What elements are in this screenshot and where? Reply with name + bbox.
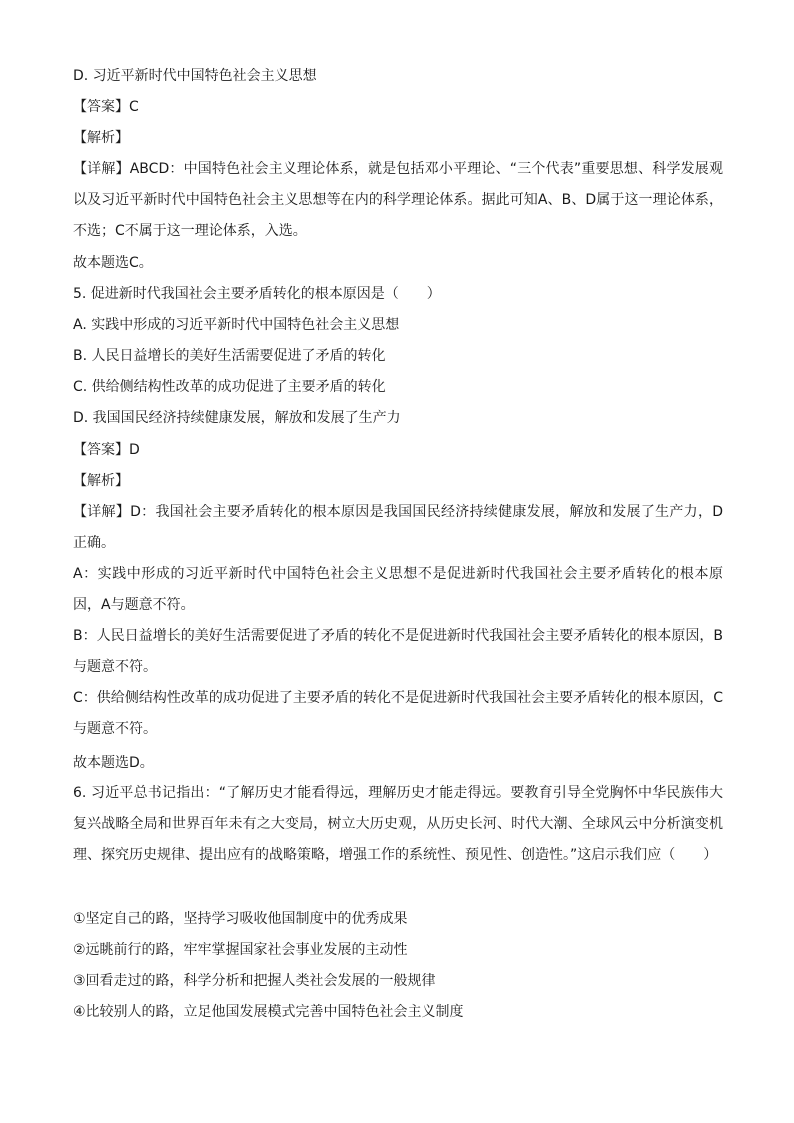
question-5-option-b: B. 人民日益增长的美好生活需要促进了矛盾的转化 [73,348,386,364]
conclusion-text: 故本题选C。 [73,255,153,271]
question-5-option-a: A. 实践中形成的习近平新时代中国特色社会主义思想 [73,317,400,333]
question-5-option-c: C. 供给侧结构性改革的成功促进了主要矛盾的转化 [73,379,386,395]
explanation-paragraph: C：供给侧结构性改革的成功促进了主要矛盾的转化不是促进新时代我国社会主要矛盾转化的根本原因，C与题意不符。 [73,690,723,737]
explanation-paragraph: 【详解】ABCD：中国特色社会主义理论体系，就是包括邓小平理论、“三个代表”重要思想、科学发展观以及习近平新时代中国特色社会主义思想等在内的科学理论体系。据此可知A、B、D属于这一理论体系，不选；C不属于这一理论体系，入选。 [73,161,723,239]
answer-label: 【答案】D [73,442,140,458]
option-d-prev: D. 习近平新时代中国特色社会主义思想 [73,68,317,84]
question-5-stem: 5. 促进新时代我国社会主要矛盾转化的根本原因是（ ） [73,286,441,302]
question-6-stem: 6. 习近平总书记指出：“了解历史才能看得远，理解历史才能走得远。要教育引导全党胸怀中华民族伟大复兴战略全局和世界百年未有之大变局，树立大历史观，从历史长河、时代大潮、全球风云中分析演变机理、探究历史规律、提出应有的战略策略，增强工作的系统性、预见性、创造性。”这启示我们应（ ） [73,785,723,863]
answer-label: 【答案】C [73,99,139,115]
question-6-item-2: ②远眺前行的路，牢牢掌握国家社会事业发展的主动性 [73,942,408,958]
analysis-label: 【解析】 [73,130,129,146]
explanation-paragraph: 【详解】D：我国社会主要矛盾转化的根本原因是我国国民经济持续健康发展，解放和发展了生产力，D正确。 [73,504,723,551]
conclusion-text: 故本题选D。 [73,755,154,771]
question-5-option-d: D. 我国国民经济持续健康发展，解放和发展了生产力 [73,410,401,426]
explanation-paragraph: A：实践中形成的习近平新时代中国特色社会主义思想不是促进新时代我国社会主要矛盾转化的根本原因，A与题意不符。 [73,566,723,613]
explanation-paragraph: B：人民日益增长的美好生活需要促进了矛盾的转化不是促进新时代我国社会主要矛盾转化的根本原因，B与题意不符。 [73,628,723,675]
question-6-item-1: ①坚定自己的路，坚持学习吸收他国制度中的优秀成果 [73,911,408,927]
analysis-label: 【解析】 [73,473,129,489]
question-6-item-4: ④比较别人的路，立足他国发展模式完善中国特色社会主义制度 [73,1004,464,1020]
question-6-item-3: ③回看走过的路，科学分析和把握人类社会发展的一般规律 [73,973,436,989]
